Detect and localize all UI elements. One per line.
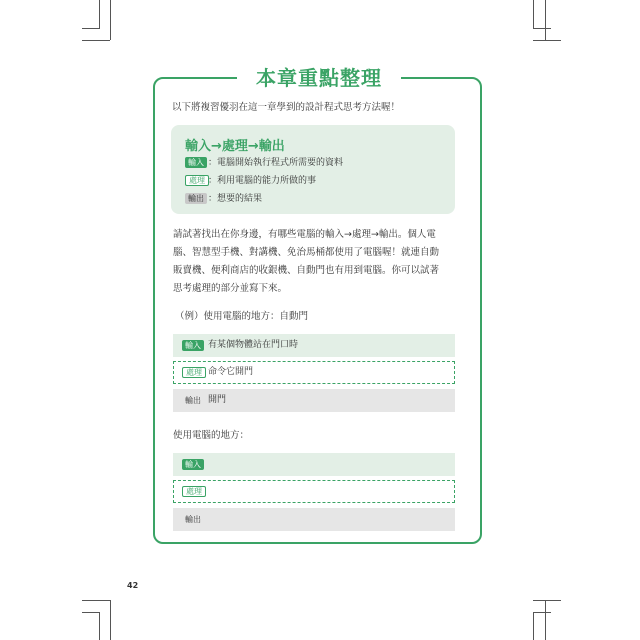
example-row-process (173, 361, 455, 384)
tag-process: 處理 (185, 175, 209, 186)
tag-process: 處理 (182, 486, 206, 497)
crop-mark (99, 612, 100, 640)
example-row-text: 命令它開門 (208, 367, 254, 377)
crop-mark (82, 612, 100, 613)
instruction-line: 請試著找出在你身邊，有哪些電腦的輸入→處理→輸出。個人電 (173, 229, 436, 240)
example-label: （例）使用電腦的地方：自動門 (175, 311, 309, 322)
page-title: 本章重點整理 (237, 64, 401, 92)
crop-mark (533, 600, 561, 601)
title-dash-right (402, 77, 417, 79)
crop-mark (533, 612, 534, 640)
crop-mark (533, 40, 561, 41)
instruction-line: 腦、智慧型手機、對講機、免治馬桶都使用了電腦喔！就連自動 (173, 247, 440, 258)
summary-item-process: ：利用電腦的能力所做的事 (208, 176, 317, 186)
instruction-line: 販賣機、便利商店的收銀機、自動門也有用到電腦。你可以試著 (173, 265, 440, 276)
example-row-text: 開門 (208, 395, 227, 405)
crop-mark (82, 28, 100, 29)
crop-mark (533, 0, 534, 28)
title-dash-left (220, 77, 235, 79)
instruction-line: 思考處理的部分並寫下來。 (173, 283, 288, 294)
tag-input: 輸入 (185, 157, 207, 168)
tag-output: 輸出 (185, 515, 201, 524)
example-row-text: 有某個物體站在門口時 (208, 340, 299, 350)
crop-mark (533, 28, 551, 29)
crop-mark (545, 600, 546, 640)
exercise-row-output[interactable] (173, 508, 455, 531)
summary-heading: 輸入→處理→輸出 (185, 139, 285, 154)
crop-mark (110, 0, 111, 40)
tag-output: 輸出 (185, 193, 207, 204)
crop-mark (99, 0, 100, 28)
crop-mark (545, 0, 546, 40)
exercise-row-process[interactable] (173, 480, 455, 503)
tag-output: 輸出 (185, 396, 201, 405)
crop-mark (82, 40, 110, 41)
example-row-output (173, 389, 455, 412)
exercise-row-input[interactable] (173, 453, 455, 476)
summary-item-output: ：想要的結果 (208, 194, 263, 204)
crop-mark (110, 600, 111, 640)
summary-item-input: ：電腦開始執行程式所需要的資料 (208, 158, 344, 168)
example-row-input (173, 334, 455, 357)
intro-text: 以下將複習優羽在這一章學到的設計程式思考方法喔！ (172, 102, 401, 113)
tag-input: 輸入 (182, 340, 204, 351)
crop-mark (82, 600, 110, 601)
tag-input: 輸入 (182, 459, 204, 470)
crop-mark (533, 612, 551, 613)
tag-process: 處理 (182, 367, 206, 378)
exercise-label: 使用電腦的地方： (173, 430, 250, 441)
page-number: 42 (127, 581, 139, 590)
